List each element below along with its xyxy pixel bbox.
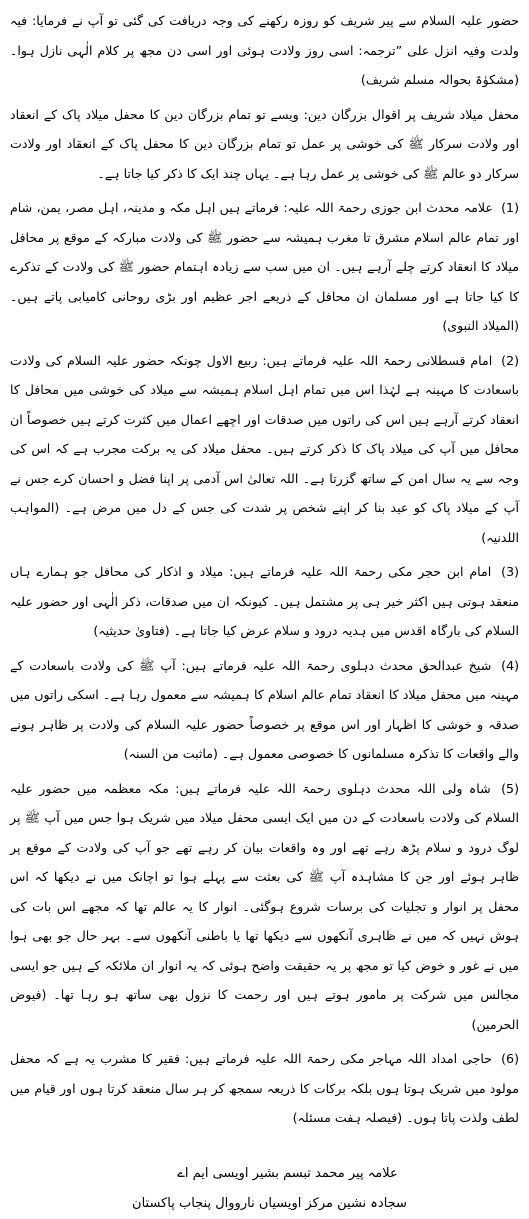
- paragraph-number: (2): [501, 352, 519, 368]
- paragraph-text: شاہ ولی اللہ محدث دہلوی رحمۃ اللہ علیہ فرماتے ہیں: مکہ معظمہ میں حضور علیہ السلام کی ولادت باسعادت کے دن میں ایک ایسی محفل میلاد میں شریک ہوا جس میں آپ ﷺ پر لوگ درود و سلام پڑھ رہے تھے اور وہ واقعات بیان کر رہے تھے جو آپ کی ولادت کے موقع پر ظاہر ہوئے اور جن کا مشاہدہ آپ ﷺ کی بعثت سے پہلے ہوا تو اچانک میں نے دیکھا کہ اس محفل پر انوار و تجلیات کی برسات شروع ہوگئی۔ انوار کا یہ عالم تھا کہ مجھے اس بات کی ہوش نہیں کہ میں نے ظاہری آنکھوں سے دیکھا تھا یا باطنی آنکھوں سے۔ بہر حال جو بھی ہوا میں نے غور و خوض کیا تو مجھ پر یہ حقیقت واضح ہوئی کہ یہ انوار ان ملائکہ کے ہیں جو ایسی مجالس میں شرکت پر مامور ہوتے ہیں اور رحمت کا نزول بھی ساتھ ہو رہا تھا۔ (فیوض الحرمین): [10, 780, 519, 1032]
- intro-paragraph: حضور علیہ السلام سے پیر شریف کو روزہ رکھنے کی وجہ دریافت کی گئی تو آپ نے فرمایا: فیہ ولدت وفیہ انزل علی ”ترجمہ: اسی روز ولادت ہوئی اور اسی دن مجھ پر کلام الٰہی نازل ہوا۔ (مشکوٰۃ بحوالہ مسلم شریف): [10, 13, 519, 87]
- quote-paragraph-3: [10, 557, 519, 646]
- author-name: علامہ پیر محمد تبسم بشیر اویسی ایم اے: [177, 1165, 398, 1181]
- paragraph-number: (5): [501, 780, 519, 796]
- author-address: سجادہ نشین مرکز اویسیاں نارووال پنجاب پاکستان: [132, 1195, 407, 1211]
- paragraph-text: امام قسطلانی رحمۃ اللہ علیہ فرماتے ہیں: ربیع الاول چونکہ حضور علیہ السلام کی ولادت باسعادت کا مہینہ ہے لہٰذا اس میں تمام اہل اسلام ہمیشہ سے میلاد کی خوشی میں محافل کا انعقاد کرتے آرہے ہیں اس کی راتوں میں صدقات اور اچھے اعمال میں کثرت کرتے ہیں خصوصاً ان محافل میں آپ کی میلاد پاک کا ذکر کرتے ہیں۔ محفل میلاد کی یہ برکت مجرب ہے کہ اس کی وجہ سے یہ سال امن کے ساتھ گزرتا ہے۔ اللہ تعالیٰ اس آدمی پر اپنا فضل و احسان کرے جس نے آپ کے میلاد پاک کو عید بنا کر اپنے شخص پر شدت کی جس کے دل میں مرض ہے۔ (المواہب اللدنیہ): [10, 352, 519, 545]
- paragraph-number: (3): [501, 564, 519, 579]
- paragraph-text: حاجی امداد اللہ مہاجر مکی رحمۃ اللہ علیہ فرماتے ہیں: فقیر کا مشرب یہ ہے کہ محفل مولود میں شریک ہوتا ہوں بلکہ برکات کا ذریعہ سمجھ کر ہر سال منعقد کرتا ہوں اور قیام میں لطف ولذت پاتا ہوں۔ (فیصلہ ہفت مسئلہ): [10, 1051, 519, 1125]
- quote-paragraph-1: [10, 193, 519, 341]
- paragraph-text: شیخ عبدالحق محدث دہلوی رحمۃ اللہ علیہ فرماتے ہیں: آپ ﷺ کی ولادت باسعادت کے مہینہ میں محفل میلاد کا انعقاد تمام عالم اسلام کا ہمیشہ سے معمول رہا ہے۔ اسکی راتوں میں صدقہ و خوشی کا اظہار اور اس موقع پر خصوصاً حضور علیہ السلام کی ولادت پر ظاہر ہونے والے واقعات کا تذکرہ مسلمانوں کا خصوصی معمول ہے۔ (ماثبت من السنہ): [10, 657, 519, 761]
- signature-block: [10, 1159, 519, 1219]
- quote-paragraph-4: [10, 651, 519, 769]
- paragraph-number: (6): [501, 1051, 519, 1066]
- paragraph-number: (1): [501, 200, 519, 215]
- paragraph-number: (4): [501, 657, 519, 673]
- quote-paragraph-5: [10, 774, 519, 1040]
- quote-paragraph-2: [10, 346, 519, 553]
- paragraph-text: علامہ محدث ابن جوزی رحمۃ اللہ علیہ: فرماتے ہیں اہل مکہ و مدینہ، اہل مصر، یمن، شام اور تمام عالم اسلام مشرق تا مغرب ہمیشہ سے حضور ﷺ کی ولادت مبارکہ کے موقع پر محافل میلاد کا انعقاد کرتے چلے آرہے ہیں۔ ان میں سب سے زیادہ اہتمام حضور ﷺ کی ولادت کے تذکرے کا کیا جاتا ہے اور مسلمان ان محافل کے ذریعے اجر عظیم اور بڑی روحانی کامیابی پاتے ہیں۔ (المیلاد النبوی): [10, 200, 519, 333]
- intro-paragraph-2: محفل میلاد شریف پر اقوال بزرگان دین: ویسے تو تمام بزرگان دین کا محفل میلاد پاک کے انعقاد اور ولادت سرکار ﷺ کی خوشی پر عمل تو تمام بزرگان دین کا محفل پاک کے انعقاد اور ولادت سرکار دو عالم ﷺ کی خوشی پر عمل رہا ہے۔ یہاں چند ایک کا ذکر کیا جاتا ہے۔: [10, 106, 519, 181]
- paragraph-text: امام ابن حجر مکی رحمۃ اللہ علیہ فرماتے ہیں: میلاد و اذکار کی محافل جو ہمارے ہاں منعقد ہوتی ہیں اکثر خیر ہی پر مشتمل ہیں۔ کیونکہ ان میں صدقات، ذکر الٰہی اور حضور علیہ السلام کی بارگاہ اقدس میں ہدیہ درود و سلام عرض کیا جاتا ہے۔ (فتاویٰ حدیثیہ): [10, 564, 519, 638]
- quote-paragraph-6: [10, 1044, 519, 1133]
